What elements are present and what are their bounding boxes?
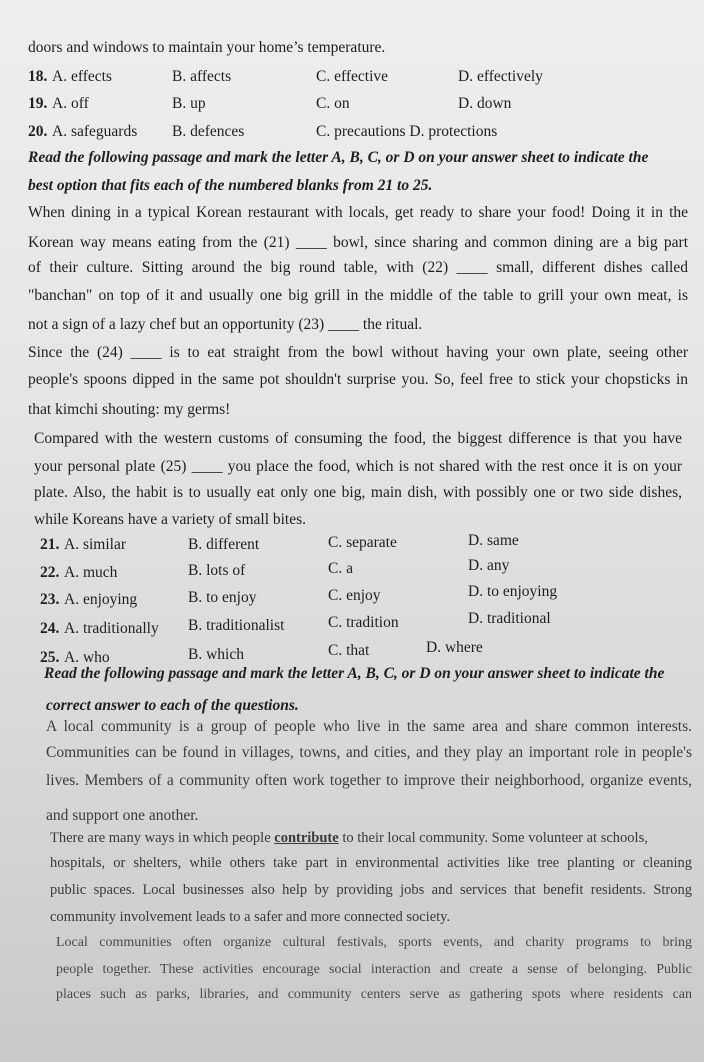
q19-option-a[interactable]: A. off	[52, 95, 89, 112]
passage-2-line: Communities can be found in villages, towns, and cities, and they play an important role in people's	[46, 744, 692, 761]
q22-option-a[interactable]: A. much	[64, 564, 118, 581]
passage-2-line: Local communities often organize cultural festivals, sports events, and charity programs to bring	[56, 935, 692, 950]
passage-1-line: not a sign of a lazy chef but an opportunity (23) ____ the ritual.	[28, 316, 423, 333]
instruction-2-line-1: Read the following passage and mark the letter A, B, C, or D on your answer sheet to indicate the	[44, 665, 665, 682]
q19-number: 19.	[28, 95, 48, 112]
q22-option-c[interactable]: C. a	[328, 560, 353, 577]
passage-2-text: to their local community. Some volunteer at schools,	[338, 830, 648, 846]
passage-1-line: while Koreans have a variety of small bites.	[34, 511, 307, 528]
q20-number: 20.	[28, 123, 48, 140]
passage-2-text: There are many ways in which people	[50, 830, 275, 846]
underlined-word-contribute: contribute	[274, 830, 339, 846]
q25-option-d[interactable]: D. where	[426, 639, 483, 656]
instruction-2-line-2: correct answer to each of the questions.	[46, 697, 299, 714]
passage-2-line: community involvement leads to a safer and more connected society.	[50, 909, 451, 925]
passage-1-line: people's spoons dipped in the same pot shouldn't surprise you. So, feel free to stick your chopsticks in	[28, 371, 688, 388]
passage-1-line: your personal plate (25) ____ you place the food, which is not shared with the rest once it is on your	[34, 458, 682, 475]
q21-option-d[interactable]: D. same	[468, 532, 519, 549]
q21-option-a[interactable]: A. similar	[64, 536, 126, 553]
q23-option-a[interactable]: A. enjoying	[64, 591, 138, 608]
passage-1-line: that kimchi shouting: my germs!	[28, 401, 231, 418]
passage-1-line: of their culture. Sitting around the big round table, with (22) ____ small, different dishes called	[28, 259, 688, 276]
q23-number: 23.	[40, 591, 60, 608]
q25-option-c[interactable]: C. that	[328, 642, 370, 659]
q21-option-b[interactable]: B. different	[188, 536, 260, 553]
q20-options-c-d[interactable]: C. precautions D. protections	[316, 123, 498, 140]
q19-option-c[interactable]: C. on	[316, 95, 350, 112]
q23-option-c[interactable]: C. enjoy	[328, 587, 381, 604]
passage-2-line: and support one another.	[46, 807, 199, 824]
q19-option-b[interactable]: B. up	[172, 95, 206, 112]
q24-option-b[interactable]: B. traditionalist	[188, 617, 285, 634]
q18-option-a[interactable]: A. effects	[52, 68, 112, 85]
q23-option-b[interactable]: B. to enjoy	[188, 589, 257, 606]
passage-2-line: public spaces. Local businesses also help by providing jobs and services that benefit residents. Strong	[50, 882, 692, 898]
passage-1-line: "banchan" on top of it and usually one big grill in the middle of the table to grill your own meat, is	[28, 287, 688, 304]
passage-2-line: hospitals, or shelters, while others take part in environmental activities like tree planting or cleaning	[50, 855, 692, 871]
q19-option-d[interactable]: D. down	[458, 95, 512, 112]
q22-option-b[interactable]: B. lots of	[188, 562, 246, 579]
q23-option-d[interactable]: D. to enjoying	[468, 583, 558, 600]
q22-number: 22.	[40, 564, 60, 581]
passage-2-line: people together. These activities encourage social interaction and create a sense of belonging. Public	[56, 962, 692, 977]
q21-option-c[interactable]: C. separate	[328, 534, 397, 551]
q24-number: 24.	[40, 620, 60, 637]
q24-option-d[interactable]: D. traditional	[468, 610, 551, 627]
q24-option-c[interactable]: C. tradition	[328, 614, 399, 631]
q18-option-c[interactable]: C. effective	[316, 68, 389, 85]
passage-2-line: A local community is a group of people who live in the same area and share common interests.	[46, 718, 692, 735]
passage-1-line: Korean way means eating from the (21) ____ bowl, since sharing and common dining are a big part	[28, 234, 688, 251]
q25-option-b[interactable]: B. which	[188, 646, 244, 663]
q25-option-a[interactable]: A. who	[64, 649, 110, 666]
q24-option-a[interactable]: A. traditionally	[64, 620, 159, 637]
passage-1-line: Compared with the western customs of consuming the food, the biggest difference is that you have	[34, 430, 682, 447]
intro-line: doors and windows to maintain your home’s temperature.	[28, 39, 386, 56]
q20-option-b[interactable]: B. defences	[172, 123, 245, 140]
q18-number: 18.	[28, 68, 48, 85]
passage-2-line: lives. Members of a community often work together to improve their neighborhood, organize events,	[46, 772, 692, 789]
q18-option-d[interactable]: D. effectively	[458, 68, 543, 85]
passage-1-line: When dining in a typical Korean restaurant with locals, get ready to share your food! Doing it in the	[28, 204, 688, 221]
q21-number: 21.	[40, 536, 60, 553]
passage-2-line: places such as parks, libraries, and community centers serve as gathering spots where residents can	[56, 987, 692, 1002]
passage-2-line	[50, 828, 692, 848]
q22-option-d[interactable]: D. any	[468, 557, 510, 574]
q20-option-a[interactable]: A. safeguards	[52, 123, 138, 140]
q18-option-b[interactable]: B. affects	[172, 68, 232, 85]
instruction-1-line-2: best option that fits each of the numbered blanks from 21 to 25.	[28, 177, 433, 194]
passage-1-line: plate. Also, the habit is to usually eat only one big, main dish, with possibly one or two side dishes,	[34, 484, 682, 501]
passage-1-line: Since the (24) ____ is to eat straight from the bowl without having your own plate, seeing other	[28, 344, 688, 361]
q25-number: 25.	[40, 649, 60, 666]
instruction-1-line-1: Read the following passage and mark the letter A, B, C, or D on your answer sheet to indicate the	[28, 149, 649, 166]
